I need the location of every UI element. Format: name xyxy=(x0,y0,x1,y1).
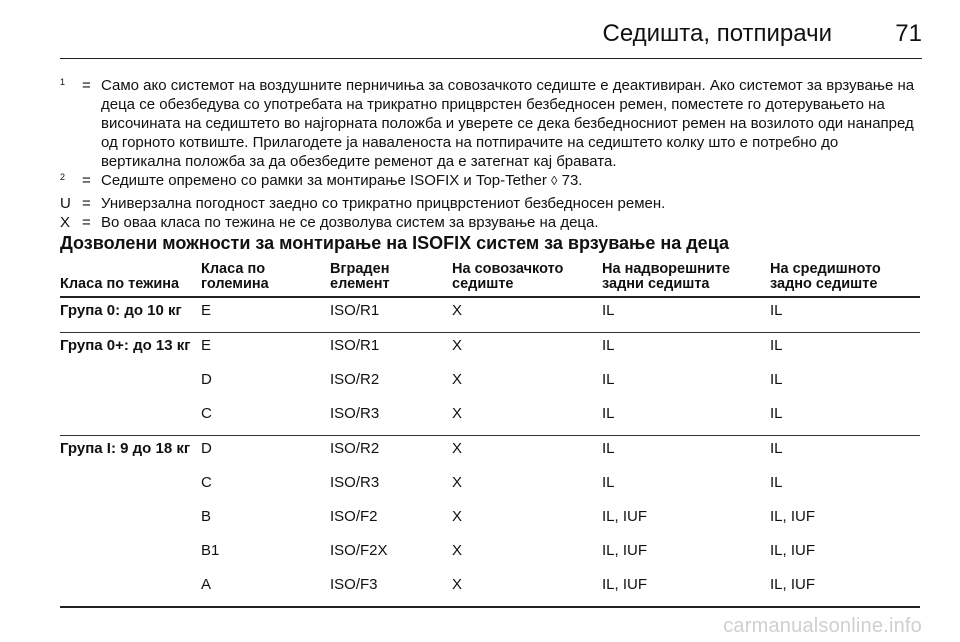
section-heading: Дозволени можности за монтирање на ISOFIX систем за врзување на деца xyxy=(60,233,729,253)
size-class-cell: C xyxy=(201,474,212,491)
footnote-text: Универзална погодност заедно со трикратно прицврстениот безбедносен ремен. xyxy=(101,195,666,212)
column-header-fixture: Вграден елемент xyxy=(330,262,452,297)
front-passenger-cell: X xyxy=(452,572,602,607)
fixture-cell: ISO/R1 xyxy=(330,333,452,368)
front-passenger-cell: X xyxy=(452,405,463,422)
page-header-title: Седишта, потпирачи xyxy=(602,20,832,47)
center-rear-cell: IL, IUF xyxy=(770,508,816,525)
outer-rear-cell: IL xyxy=(602,405,615,422)
watermark: carmanualsonline.info xyxy=(723,615,922,637)
column-header-center-rear-seat: На средишното задно седиште xyxy=(770,262,920,297)
page-reference-link[interactable]: 73. xyxy=(561,172,583,189)
outer-rear-cell: IL xyxy=(602,474,615,491)
center-rear-cell: IL, IUF xyxy=(770,542,816,559)
center-rear-cell: IL xyxy=(770,474,783,491)
fixture-cell: ISO/F3 xyxy=(330,572,452,607)
fixture-cell: ISO/R2 xyxy=(330,436,452,471)
footnote-u xyxy=(60,194,920,213)
table-row xyxy=(60,367,920,401)
footnote-equals: = xyxy=(82,214,91,231)
table-row xyxy=(60,436,920,471)
center-rear-cell: IL xyxy=(770,297,920,333)
weight-class-cell xyxy=(60,504,201,538)
footnote-key: X xyxy=(60,214,71,231)
weight-class-cell xyxy=(60,572,201,607)
outer-rear-cell: IL xyxy=(602,436,770,471)
size-class-cell: D xyxy=(201,371,212,388)
front-passenger-cell: X xyxy=(452,371,463,388)
page-number: 71 xyxy=(895,20,922,47)
footnote-2 xyxy=(60,171,920,194)
column-header-front-passenger-seat: На совозачкото седиште xyxy=(452,262,602,297)
fixture-cell: ISO/R1 xyxy=(330,297,452,333)
size-class-cell: E xyxy=(201,333,330,368)
footnote-1 xyxy=(60,76,920,171)
footnote-text: Во оваа класа по тежина не се дозволува систем за врзување на деца. xyxy=(101,214,599,231)
table-row xyxy=(60,333,920,368)
table-body xyxy=(60,297,920,607)
table-row xyxy=(60,297,920,333)
table-header-row xyxy=(60,262,920,297)
footnote-equals: = xyxy=(82,195,91,212)
fixture-cell: ISO/R3 xyxy=(330,405,380,422)
front-passenger-cell: X xyxy=(452,297,602,333)
weight-class-cell: Група 0: до 10 кг xyxy=(60,297,201,333)
center-rear-cell: IL xyxy=(770,333,920,368)
front-passenger-cell: X xyxy=(452,333,602,368)
size-class-cell: C xyxy=(201,405,212,422)
outer-rear-cell: IL, IUF xyxy=(602,508,648,525)
size-class-cell: D xyxy=(201,436,330,471)
footnote-key: 2 xyxy=(60,172,66,182)
size-class-cell: B1 xyxy=(201,542,220,559)
table-row xyxy=(60,538,920,572)
outer-rear-cell: IL xyxy=(602,371,615,388)
center-rear-cell: IL xyxy=(770,371,783,388)
column-header-weight-class: Класа по тежина xyxy=(60,262,201,297)
column-header-outer-rear-seats: На надворешните задни седишта xyxy=(602,262,770,297)
footnote-text: Седиште опремено со рамки за монтирање ISOFIX и Top-Tether xyxy=(101,172,547,189)
page-reference-arrow-icon: ◊ xyxy=(551,173,558,188)
weight-class-cell: Група 0+: до 13 кг xyxy=(60,333,201,368)
fixture-cell: ISO/F2X xyxy=(330,542,388,559)
center-rear-cell: IL xyxy=(770,436,920,471)
fixture-cell: ISO/R2 xyxy=(330,371,380,388)
fixture-cell: ISO/F2 xyxy=(330,508,378,525)
weight-class-cell xyxy=(60,470,201,504)
isofix-table xyxy=(60,262,920,608)
table-row xyxy=(60,504,920,538)
size-class-cell: E xyxy=(201,297,330,333)
outer-rear-cell: IL, IUF xyxy=(602,572,770,607)
weight-class-cell: Група I: 9 до 18 кг xyxy=(60,436,201,471)
front-passenger-cell: X xyxy=(452,542,463,559)
footnote-key: U xyxy=(60,195,71,212)
front-passenger-cell: X xyxy=(452,508,463,525)
footnote-key: 1 xyxy=(60,77,66,87)
outer-rear-cell: IL xyxy=(602,297,770,333)
page-header xyxy=(60,14,922,59)
size-class-cell: A xyxy=(201,572,330,607)
weight-class-cell xyxy=(60,367,201,401)
size-class-cell: B xyxy=(201,508,212,525)
table-row xyxy=(60,470,920,504)
weight-class-cell xyxy=(60,538,201,572)
fixture-cell: ISO/R3 xyxy=(330,474,380,491)
front-passenger-cell: X xyxy=(452,436,602,471)
footnote-text: Само ако системот на воздушните перничиња за совозачкото седиште е деактивиран. Ако системот за врзување на деца се обезбедува со употребата на трикратно прицврстен безбедносен ремен, поместете го дотерувањето на височината на седиштето во најгорната положба и уверете се дека безбедносниот ремен на возилото оди нанапред од горното котвиште. Прилагодете ја наваленоста на потпирачите на седиштето колку што е потребно до вертикална положба за да обезбедите ременот да е затегнат кај бравата. xyxy=(101,77,915,170)
footnote-equals: = xyxy=(82,77,91,94)
table-row xyxy=(60,401,920,436)
weight-class-cell xyxy=(60,401,201,436)
column-header-size-class: Класа по големина xyxy=(201,262,330,297)
footnotes xyxy=(60,76,920,232)
front-passenger-cell: X xyxy=(452,474,463,491)
center-rear-cell: IL, IUF xyxy=(770,572,920,607)
outer-rear-cell: IL xyxy=(602,333,770,368)
outer-rear-cell: IL, IUF xyxy=(602,542,648,559)
table-row xyxy=(60,572,920,607)
footnote-equals: = xyxy=(82,172,91,189)
center-rear-cell: IL xyxy=(770,405,783,422)
footnote-x xyxy=(60,213,920,232)
